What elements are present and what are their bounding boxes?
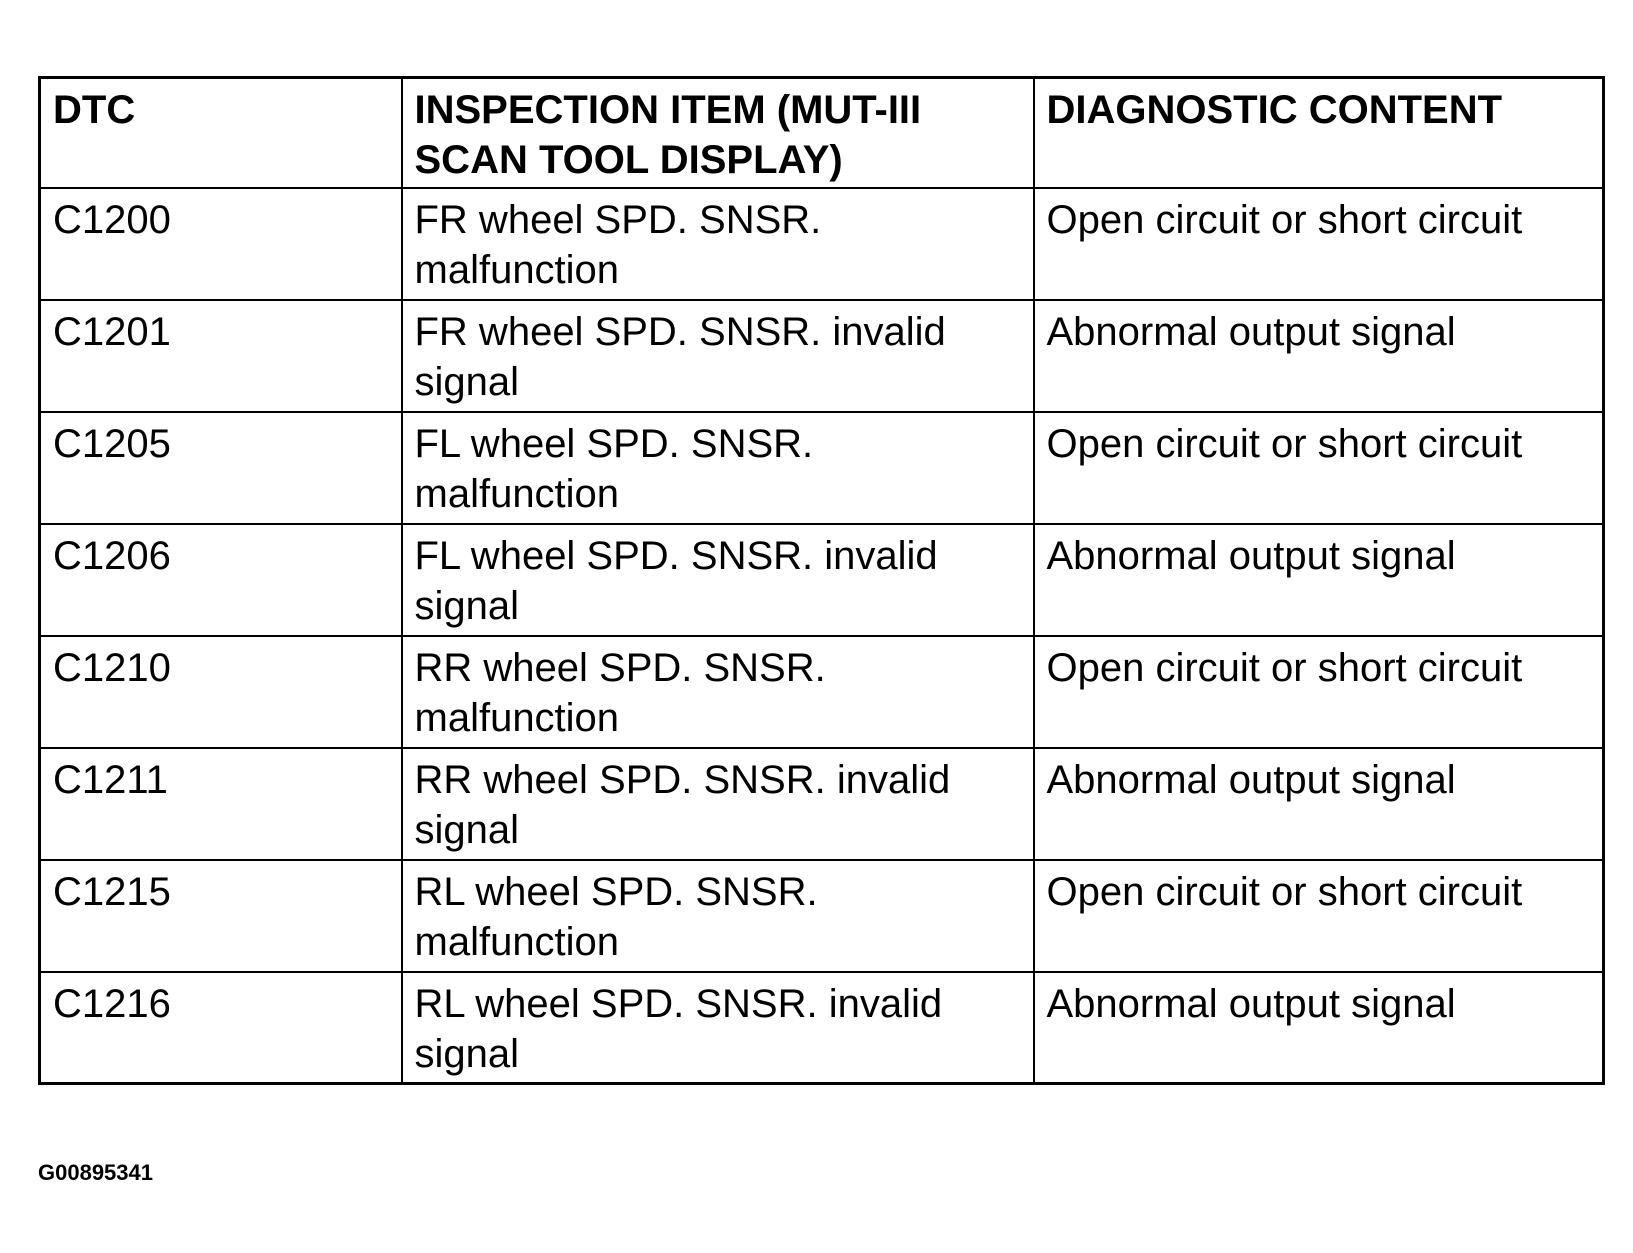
- table-row: [40, 972, 1604, 1084]
- table-row: [40, 188, 1604, 300]
- dtc-code-cell: C1215: [40, 860, 402, 972]
- inspection-item-cell: RR wheel SPD. SNSR. invalid signal: [402, 748, 1034, 860]
- table-row: [40, 636, 1604, 748]
- diagnostic-content-cell: Open circuit or short circuit: [1034, 636, 1604, 748]
- inspection-item-cell: FL wheel SPD. SNSR. invalid signal: [402, 524, 1034, 636]
- table-row: [40, 748, 1604, 860]
- inspection-item-cell: RL wheel SPD. SNSR. malfunction: [402, 860, 1034, 972]
- dtc-code-cell: C1201: [40, 300, 402, 412]
- diagnostic-content-cell: Abnormal output signal: [1034, 748, 1604, 860]
- dtc-code-cell: C1211: [40, 748, 402, 860]
- inspection-item-cell: RR wheel SPD. SNSR. malfunction: [402, 636, 1034, 748]
- header-inspection-item: INSPECTION ITEM (MUT-III SCAN TOOL DISPLAY): [402, 78, 1034, 188]
- table-header: [40, 78, 1604, 188]
- table-row: [40, 300, 1604, 412]
- table-row: [40, 860, 1604, 972]
- header-diagnostic-content: DIAGNOSTIC CONTENT: [1034, 78, 1604, 188]
- inspection-item-cell: FR wheel SPD. SNSR. invalid signal: [402, 300, 1034, 412]
- dtc-table: [38, 76, 1605, 1085]
- figure-id: G00895341: [38, 1160, 153, 1185]
- diagnostic-content-cell: Open circuit or short circuit: [1034, 412, 1604, 524]
- inspection-item-cell: FL wheel SPD. SNSR. malfunction: [402, 412, 1034, 524]
- dtc-code-cell: C1210: [40, 636, 402, 748]
- diagnostic-content-cell: Abnormal output signal: [1034, 524, 1604, 636]
- inspection-item-cell: FR wheel SPD. SNSR. malfunction: [402, 188, 1034, 300]
- dtc-code-cell: C1200: [40, 188, 402, 300]
- diagnostic-content-cell: Abnormal output signal: [1034, 300, 1604, 412]
- table-body: [40, 188, 1604, 1084]
- dtc-code-cell: C1206: [40, 524, 402, 636]
- table-row: [40, 412, 1604, 524]
- table-row: [40, 524, 1604, 636]
- diagnostic-content-cell: Abnormal output signal: [1034, 972, 1604, 1084]
- header-row: [40, 78, 1604, 188]
- inspection-item-cell: RL wheel SPD. SNSR. invalid signal: [402, 972, 1034, 1084]
- dtc-code-cell: C1216: [40, 972, 402, 1084]
- diagnostic-content-cell: Open circuit or short circuit: [1034, 188, 1604, 300]
- diagnostic-content-cell: Open circuit or short circuit: [1034, 860, 1604, 972]
- dtc-code-cell: C1205: [40, 412, 402, 524]
- header-dtc: DTC: [40, 78, 402, 188]
